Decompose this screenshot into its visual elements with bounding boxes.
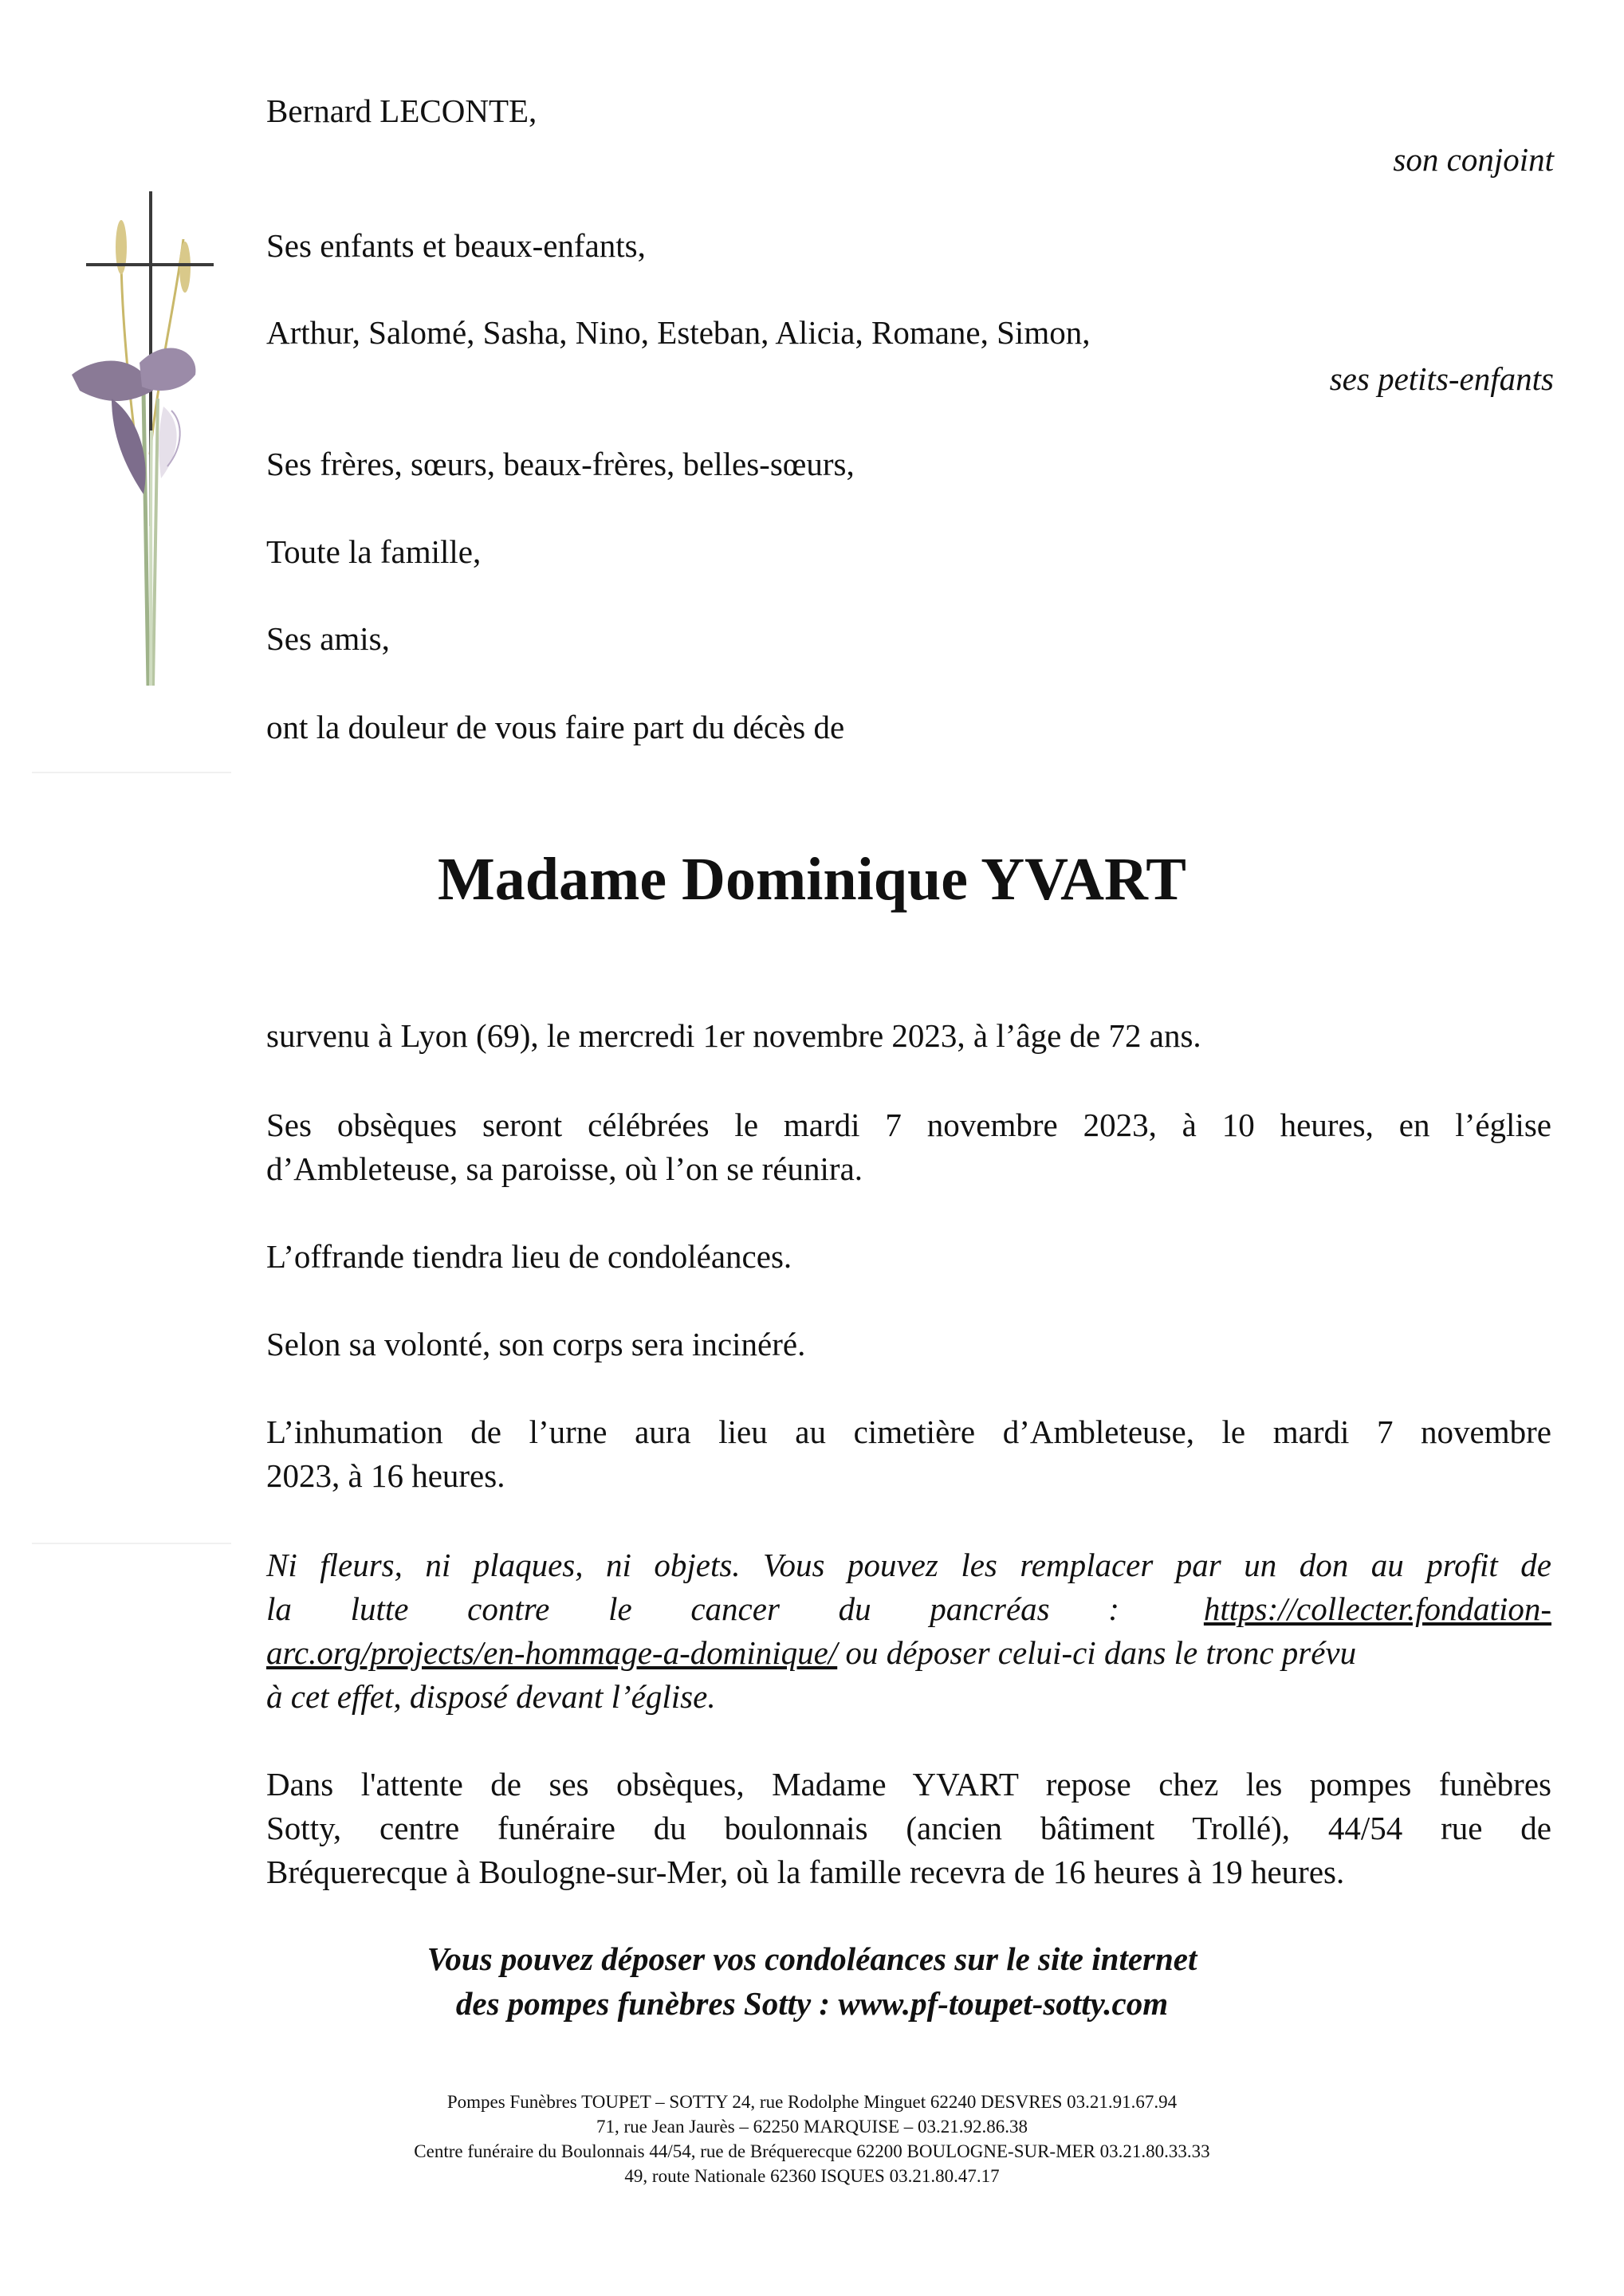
website-line-1: Vous pouvez déposer vos condoléances sur le site internet <box>427 1940 1197 1977</box>
donation-line-1: Ni fleurs, ni plaques, ni objets. Vous pouvez les remplacer par un don au profit de <box>266 1547 1551 1583</box>
burial-line-2: 2023, à 16 heures. <box>266 1457 505 1494</box>
grandchildren-role: ses petits-enfants <box>1329 360 1554 397</box>
spouse-name: Bernard LECONTE, <box>266 92 537 129</box>
repose-line-1: Dans l'attente de ses obsèques, Madame YVART repose chez les pompes funèbres <box>266 1766 1551 1803</box>
siblings-line: Ses frères, sœurs, beaux-frères, belles-sœurs, <box>266 446 855 482</box>
repose-line-2: Sotty, centre funéraire du boulonnais (ancien bâtiment Trollé), 44/54 rue de <box>266 1810 1551 1846</box>
children-line: Ses enfants et beaux-enfants, <box>266 227 646 264</box>
website-line-2: des pompes funèbres Sotty : www.pf-toupet-sotty.com <box>455 1985 1169 2022</box>
donation-word: lutte <box>350 1590 409 1627</box>
donation-text <box>266 1587 1119 1630</box>
donation-text-2: ou déposer celui-ci dans le tronc prévu <box>845 1634 1357 1671</box>
cross-with-calla-lily-icon <box>64 191 239 694</box>
donation-word: du <box>838 1590 871 1627</box>
all-family-line: Toute la famille, <box>266 533 482 570</box>
funeral-line-1: Ses obsèques seront célébrées le mardi 7 novembre 2023, à 10 heures, en l’église <box>266 1107 1551 1143</box>
footer-line-1: Pompes Funèbres TOUPET – SOTTY 24, rue Rodolphe Minguet 62240 DESVRES 03.21.91.67.94 <box>446 2092 1178 2112</box>
donation-word: la <box>266 1590 292 1627</box>
death-details: survenu à Lyon (69), le mercredi 1er novembre 2023, à l’âge de 72 ans. <box>266 1017 1201 1054</box>
donation-line-2 <box>266 1587 1551 1630</box>
scan-line <box>32 772 231 773</box>
burial-line-1: L’inhumation de l’urne aura lieu au cimetière d’Ambleteuse, le mardi 7 novembre <box>266 1413 1551 1450</box>
donation-word: : <box>1108 1590 1119 1627</box>
donation-link-part-1[interactable]: https://collecter.fondation- <box>1203 1590 1551 1627</box>
donation-line-4: à cet effet, disposé devant l’église. <box>266 1678 716 1715</box>
footer-line-3: Centre funéraire du Boulonnais 44/54, rue de Bréquerecque 62200 BOULOGNE-SUR-MER 03.21.80.33.33 <box>414 2141 1210 2161</box>
offering-line: L’offrande tiendra lieu de condoléances. <box>266 1238 792 1275</box>
donation-word: cancer <box>690 1590 780 1627</box>
scan-line <box>32 1543 231 1544</box>
deceased-name: Madame Dominique YVART <box>438 846 1186 913</box>
funeral-line-2: d’Ambleteuse, sa paroisse, où l’on se réunira. <box>266 1150 863 1187</box>
grandchildren-names: Arthur, Salomé, Sasha, Nino, Esteban, Alicia, Romane, Simon, <box>266 314 1091 351</box>
friends-line: Ses amis, <box>266 620 390 657</box>
repose-line-3: Bréquerecque à Boulogne-sur-Mer, où la famille recevra de 16 heures à 19 heures. <box>266 1854 1345 1890</box>
donation-link-part-2[interactable]: arc.org/projects/en-hommage-a-dominique/ <box>266 1634 838 1671</box>
donation-word: le <box>608 1590 632 1627</box>
announcement-line: ont la douleur de vous faire part du décès de <box>266 709 845 745</box>
spouse-role: son conjoint <box>1393 141 1554 178</box>
cremation-line: Selon sa volonté, son corps sera incinéré. <box>266 1326 806 1362</box>
donation-line-3 <box>266 1631 1356 1674</box>
footer-line-2: 71, rue Jean Jaurès – 62250 MARQUISE – 03.21.92.86.38 <box>596 2117 1028 2137</box>
donation-word: pancréas <box>930 1590 1050 1627</box>
donation-word: contre <box>467 1590 550 1627</box>
footer-line-4: 49, route Nationale 62360 ISQUES 03.21.80.47.17 <box>624 2166 1000 2186</box>
